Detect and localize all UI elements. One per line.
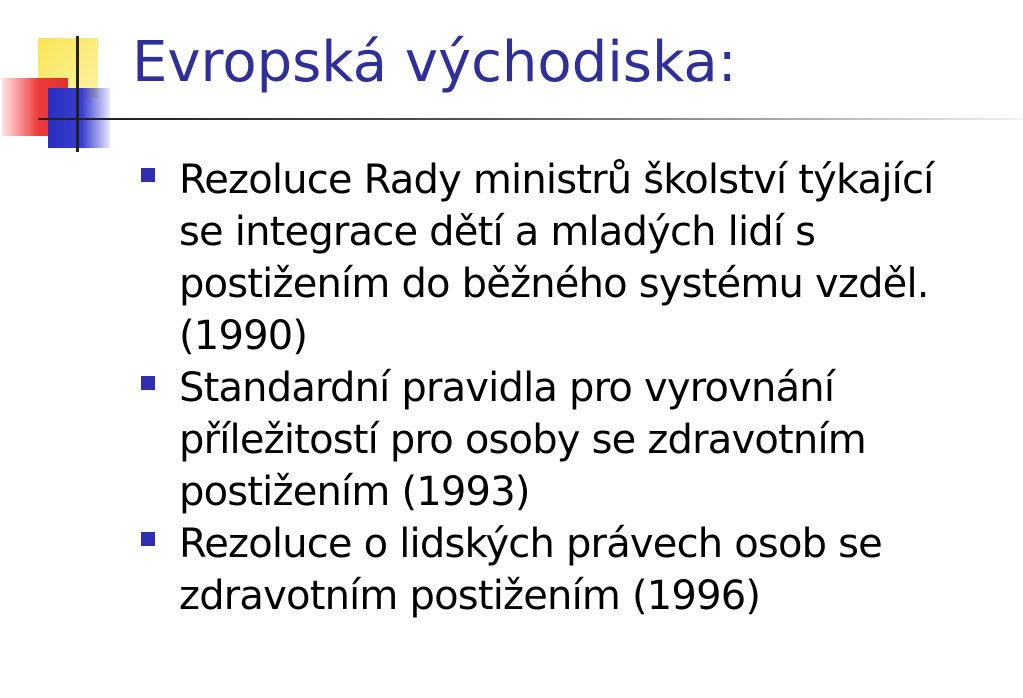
- bullet-text: [179, 362, 1018, 518]
- square-bullet-icon: [141, 168, 155, 182]
- square-bullet-icon: [141, 532, 155, 546]
- bullet-line: postižením (1993): [179, 469, 530, 515]
- bullet-item: [138, 362, 1018, 518]
- bullet-item: [138, 154, 1018, 362]
- bullet-text: [179, 154, 1018, 362]
- logo-vertical-line: [76, 36, 79, 152]
- bullet-line: příležitostí pro osoby se zdravotním: [179, 417, 866, 463]
- logo-horizontal-line: [38, 118, 128, 120]
- bullet-line: (1990): [179, 313, 308, 359]
- bullet-line: Rezoluce o lidských právech osob se: [179, 521, 882, 567]
- bullet-text: [179, 518, 1018, 622]
- slide-title: Evropská východiska:: [132, 30, 737, 95]
- bullet-line: Rezoluce Rady ministrů školství týkající: [179, 157, 934, 203]
- bullet-item: [138, 518, 1018, 622]
- bullet-list: [138, 154, 1018, 622]
- bullet-line: postižením do běžného systému vzděl.: [179, 261, 929, 307]
- bullet-line: se integrace dětí a mladých lidí s: [179, 209, 816, 255]
- square-bullet-icon: [141, 376, 155, 390]
- bullet-line: Standardní pravidla pro vyrovnání: [179, 365, 835, 411]
- title-underline: [128, 118, 1023, 120]
- bullet-line: zdravotním postižením (1996): [179, 573, 761, 619]
